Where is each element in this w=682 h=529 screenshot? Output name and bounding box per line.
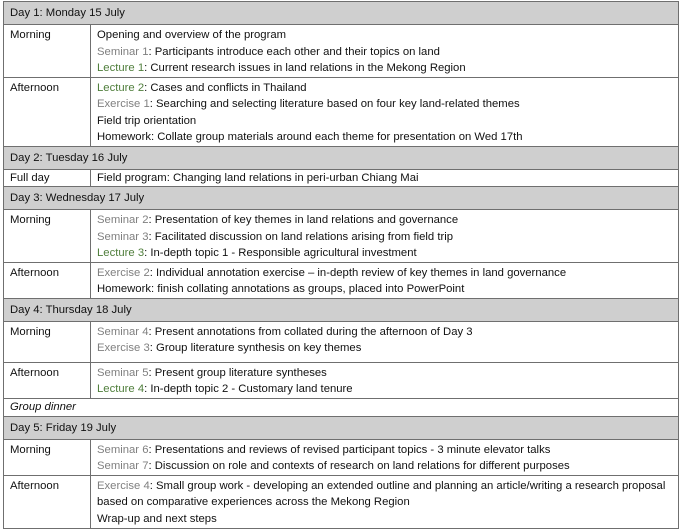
session-row [4, 169, 679, 187]
exercise-label: Exercise 1 [97, 98, 150, 110]
session-line [97, 458, 672, 475]
line-text: Opening and overview of the program [97, 29, 287, 41]
line-text: : In-depth topic 1 - Responsible agricultural investment [144, 247, 417, 259]
exercise-label: Exercise 2 [97, 266, 150, 279]
seminar-label: Seminar 1 [97, 45, 149, 58]
session-details [91, 475, 679, 528]
line-text: Field trip orientation [97, 114, 197, 127]
note-row [4, 398, 679, 416]
session-time: Afternoon [4, 362, 91, 398]
session-line [97, 365, 672, 382]
lecture-label: Lecture 3 [97, 247, 145, 259]
line-text: : Current research issues in land relations in the Mekong Region [144, 62, 466, 74]
lecture-label: Lecture 2 [97, 81, 145, 94]
schedule-table [3, 1, 679, 529]
session-line [97, 381, 672, 398]
session-line [97, 324, 672, 341]
day-header: Day 3: Wednesday 17 July [4, 187, 679, 210]
session-row [4, 25, 679, 78]
line-text: : Discussion on role and contexts of research on land relations for different purposes [148, 460, 570, 472]
line-text: : Group literature synthesis on key themes [149, 342, 362, 354]
session-line [97, 245, 672, 262]
line-text: : Small group work - developing an extended outline and planning an article/writing a research proposal based on comparative experiences across the Mekong Region [97, 479, 666, 508]
exercise-label: Exercise 3 [97, 342, 150, 354]
session-time: Afternoon [4, 475, 91, 528]
session-details [91, 169, 679, 187]
exercise-label: Exercise 4 [97, 479, 150, 492]
line-text: Wrap-up and next steps [97, 512, 217, 525]
session-row [4, 362, 679, 398]
session-line [97, 511, 672, 528]
session-details [91, 210, 679, 263]
session-details [91, 262, 679, 298]
session-time: Morning [4, 321, 91, 362]
session-line [97, 442, 672, 459]
seminar-label: Seminar 3 [97, 230, 149, 243]
day-header-row [4, 298, 679, 321]
session-details [91, 362, 679, 398]
session-time: Morning [4, 210, 91, 263]
seminar-label: Seminar 7 [97, 460, 149, 472]
session-line [97, 265, 672, 282]
session-line [97, 229, 672, 246]
line-text: Field program: Changing land relations in peri-urban Chiang Mai [97, 171, 419, 184]
day-header: Day 5: Friday 19 July [4, 416, 679, 439]
session-line [97, 478, 672, 511]
line-text: : Presentation of key themes in land relations and governance [148, 214, 459, 226]
line-text: : Cases and conflicts in Thailand [144, 81, 307, 94]
line-text: : Searching and selecting literature based on four key land-related themes [149, 98, 520, 110]
line-text: Homework: Collate group materials around each theme for presentation on Wed 17th [97, 131, 523, 143]
line-text: : Participants introduce each other and their topics on land [148, 45, 440, 58]
line-text: : Present group literature syntheses [148, 366, 327, 379]
session-details [91, 439, 679, 475]
day-header: Day 1: Monday 15 July [4, 2, 679, 25]
session-line [97, 27, 672, 44]
seminar-label: Seminar 6 [97, 443, 149, 456]
session-line [97, 44, 672, 61]
session-time: Afternoon [4, 77, 91, 146]
day-header-row [4, 416, 679, 439]
session-time: Morning [4, 439, 91, 475]
session-time: Afternoon [4, 262, 91, 298]
day-header-row [4, 2, 679, 25]
seminar-label: Seminar 4 [97, 325, 149, 338]
session-line [97, 113, 672, 130]
day-header: Day 2: Tuesday 16 July [4, 146, 679, 169]
session-line [97, 80, 672, 97]
session-row [4, 475, 679, 528]
session-line [97, 96, 672, 113]
session-line [97, 129, 672, 146]
group-dinner-note: Group dinner [4, 398, 679, 416]
line-text: : Individual annotation exercise – in-depth review of key themes in land governance [149, 266, 567, 279]
session-time: Morning [4, 25, 91, 78]
session-row [4, 262, 679, 298]
session-row [4, 77, 679, 146]
seminar-label: Seminar 5 [97, 366, 149, 379]
lecture-label: Lecture 1 [97, 62, 145, 74]
session-line [97, 212, 672, 229]
day-header-row [4, 146, 679, 169]
session-time: Full day [4, 169, 91, 187]
session-line [97, 281, 672, 298]
session-row [4, 321, 679, 362]
line-text: : In-depth topic 2 - Customary land tenure [144, 383, 353, 395]
session-details [91, 25, 679, 78]
session-line [97, 60, 672, 77]
line-text: : Presentations and reviews of revised participant topics - 3 minute elevator talks [148, 443, 551, 456]
session-row [4, 210, 679, 263]
line-text: Homework: finish collating annotations as groups, placed into PowerPoint [97, 283, 465, 295]
seminar-label: Seminar 2 [97, 214, 149, 226]
session-line [97, 340, 672, 357]
day-header-row [4, 187, 679, 210]
line-text: : Present annotations from collated during the afternoon of Day 3 [148, 325, 473, 338]
session-details [91, 77, 679, 146]
session-details [91, 321, 679, 362]
session-line [97, 170, 672, 187]
lecture-label: Lecture 4 [97, 383, 145, 395]
session-row [4, 439, 679, 475]
line-text: : Facilitated discussion on land relations arising from field trip [148, 230, 454, 243]
day-header: Day 4: Thursday 18 July [4, 298, 679, 321]
